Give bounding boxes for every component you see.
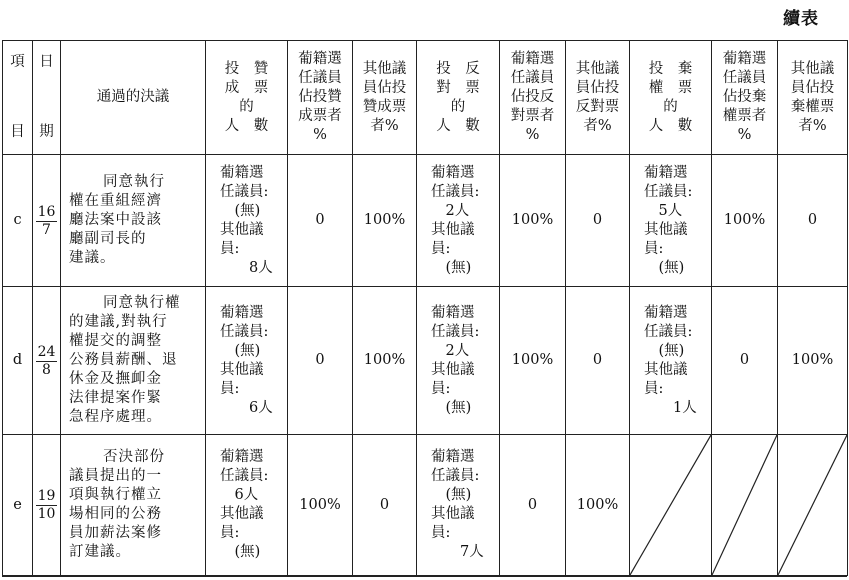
for-other-pct: 100% — [353, 287, 417, 435]
abstain-macau-pct: 100% — [712, 155, 778, 287]
continued-table-label: 續表 — [783, 9, 819, 29]
header-for-macau-pct: 葡籍選 任議員 佔投贊 成票者 % — [288, 41, 353, 155]
against-other-pct: 0 — [566, 155, 630, 287]
against-vote-count: 葡籍選 任議員: 2人 其他議 員: (無) — [417, 287, 500, 435]
for-macau-pct: 100% — [288, 435, 353, 576]
abstain-vote-count: 葡籍選 任議員: (無) 其他議 員: 1人 — [630, 287, 712, 435]
header-resolution: 通過的決議 — [61, 41, 206, 155]
date-fraction: $\frac{16}{7}$ — [37, 203, 56, 238]
abstain-vote-count: 葡籍選 任議員: 5人 其他議 員: (無) — [630, 155, 712, 287]
header-abstain-macau-pct: 葡籍選 任議員 佔投棄 權票者 % — [712, 41, 778, 155]
header-abstain-count: 投 棄 權 票 的 人 數 — [630, 41, 712, 155]
against-other-pct: 0 — [566, 287, 630, 435]
header-for-other-pct: 其他議 員佔投 贊成票 者% — [353, 41, 417, 155]
header-against-other-pct: 其他議 員佔投 反對票 者% — [566, 41, 630, 155]
date-fraction: $\frac{24}{8}$ — [37, 343, 56, 378]
item-code: e — [3, 435, 33, 576]
date-cell — [33, 435, 61, 576]
header-row — [3, 41, 848, 155]
header-abstain-other-pct: 其他議 員佔投 棄權票 者% — [778, 41, 848, 155]
resolution-text: 否決部份 議員提出的一 項與執行權立 場相同的公務 員加薪法案修 訂建議。 — [61, 435, 206, 576]
date-cell — [33, 287, 61, 435]
table-row — [3, 155, 848, 287]
abstain-other-na-diagonal — [778, 435, 848, 576]
date-fraction: $\frac{19}{10}$ — [37, 488, 56, 522]
against-other-pct: 100% — [566, 435, 630, 576]
abstain-other-pct: 0 — [778, 155, 848, 287]
item-code: d — [3, 287, 33, 435]
table-row — [3, 287, 848, 435]
for-vote-count: 葡籍選 任議員: (無) 其他議 員: 6人 — [206, 287, 288, 435]
for-other-pct: 0 — [353, 435, 417, 576]
header-item: 項 目 — [3, 41, 33, 155]
resolution-text: 同意執行權 的建議,對執行 權提交的調整 公務員薪酬、退 休金及撫卹金 法律提案作緊 急程序處理。 — [61, 287, 206, 435]
against-macau-pct: 100% — [500, 155, 566, 287]
against-vote-count: 葡籍選 任議員: (無) 其他議 員: 7人 — [417, 435, 500, 576]
header-against-count: 投 反 對 票 的 人 數 — [417, 41, 500, 155]
abstain-count-na-diagonal — [630, 435, 712, 576]
date-cell — [33, 155, 61, 287]
for-macau-pct: 0 — [288, 155, 353, 287]
resolutions-vote-table — [2, 40, 848, 576]
for-macau-pct: 0 — [288, 287, 353, 435]
table-row — [3, 435, 848, 576]
header-for-count: 投 贊 成 票 的 人 數 — [206, 41, 288, 155]
abstain-other-pct: 100% — [778, 287, 848, 435]
for-vote-count: 葡籍選 任議員: 6人 其他議 員: (無) — [206, 435, 288, 576]
against-vote-count: 葡籍選 任議員: 2人 其他議 員: (無) — [417, 155, 500, 287]
for-vote-count: 葡籍選 任議員: (無) 其他議 員: 8人 — [206, 155, 288, 287]
against-macau-pct: 0 — [500, 435, 566, 576]
for-other-pct: 100% — [353, 155, 417, 287]
against-macau-pct: 100% — [500, 287, 566, 435]
abstain-macau-pct: 0 — [712, 287, 778, 435]
header-date: 日 期 — [33, 41, 61, 155]
abstain-macau-na-diagonal — [712, 435, 778, 576]
item-code: c — [3, 155, 33, 287]
resolution-text: 同意執行 權在重組經濟 廳法案中設該 廳副司長的 建議。 — [61, 155, 206, 287]
table-bottom-rule — [2, 575, 847, 577]
header-against-macau-pct: 葡籍選 任議員 佔投反 對票者 % — [500, 41, 566, 155]
